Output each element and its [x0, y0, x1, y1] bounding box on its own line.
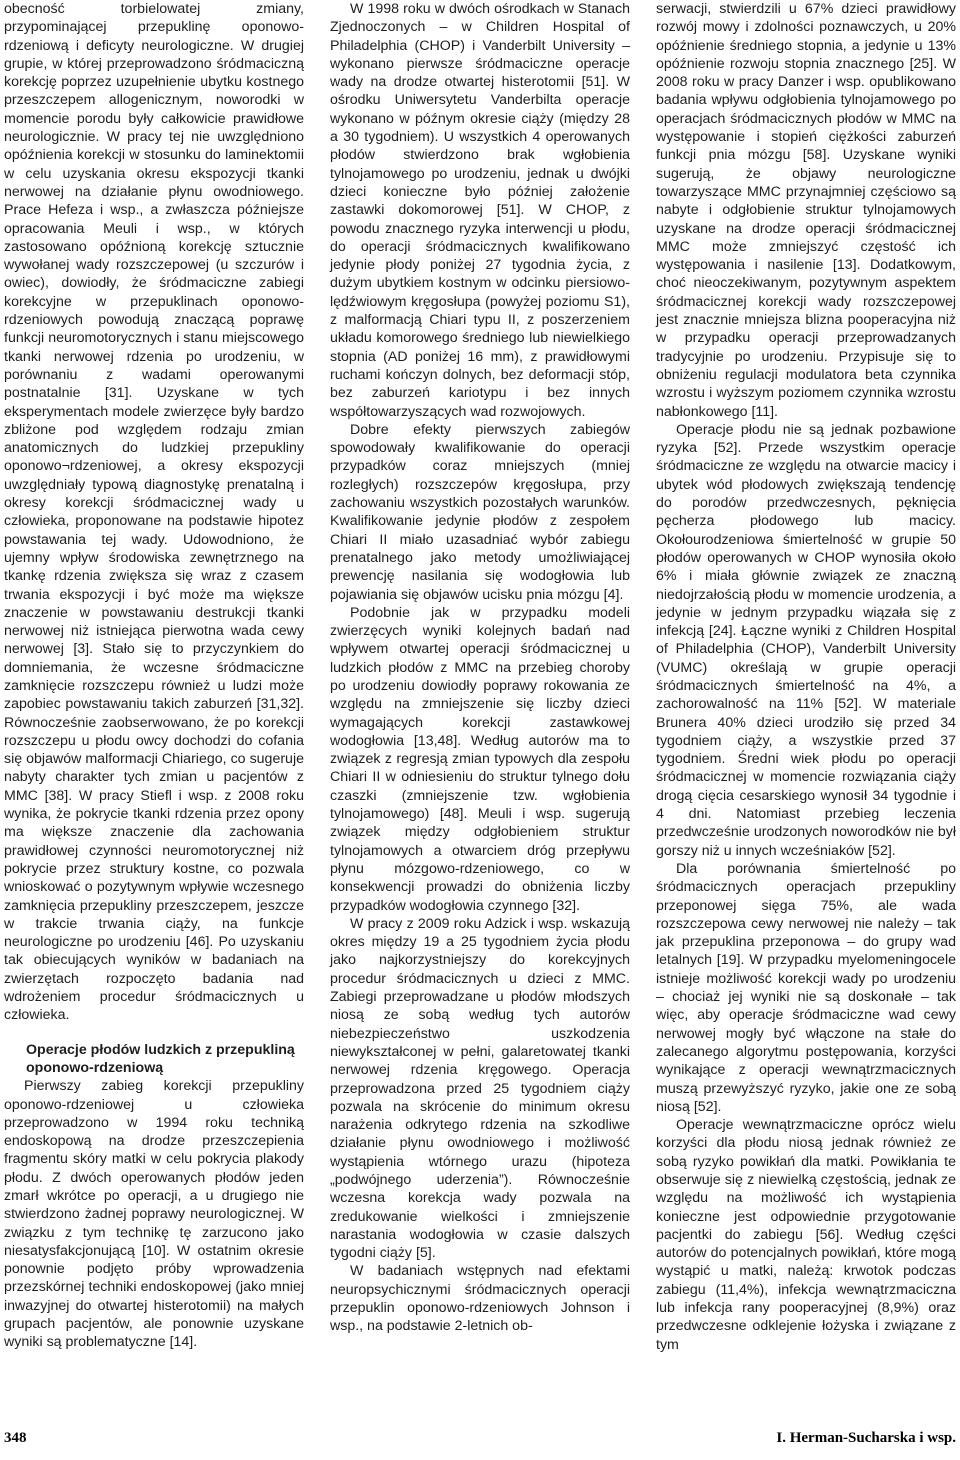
paragraph: W badaniach wstępnych nad efektami neuropsychicznymi śródmacicznych operacji przepuklin oponowo-rdzeniowych Johnson i wsp., na podstawie 2-letnich ob-: [330, 1263, 630, 1335]
paragraph: serwacji, stwierdzili u 67% dzieci prawidłowy rozwój mowy i zdolności poznawczych, u 20% opóźnienie średniego stopnia, a jedynie u 13% opóźnienie rozwoju stopnia znacznego [25]. W 2008 roku w pracy Danzer i wsp. opublikowano badania wpływu odgłobienia tylnojamowego po operacjach śródmacicznych płodów w MMC na występowanie i stopień ciężkości zaburzeń funkcji pnia mózgu [58]. Uzyskane wyniki sugerują, że objawy neurologiczne towarzyszące MMC przynajmniej częściowo są nabyte i odgłobienie struktur tylnojamowych uzyskane na drodze operacji śródmacicznej MMC może zmniejszyć częstość ich występowania i nasilenie [13]. Dodatkowym, choć nieoczekiwanym, pozytywnym aspektem śródmacicznej korekcji wady rozszczepowej jest znacznie mniejsza blizna pooperacyjna niż w przypadku operacji przeprowadzanych tradycyjnie po urodzeniu. Przypisuje się to obniżeniu regulacji modulatora beta czynnika wzrostu i wyższym poziomem czynnika wzrostu nabłonkowego [11].: [656, 1, 956, 420]
page-number: 348: [4, 1430, 27, 1446]
paragraph: W pracy z 2009 roku Adzick i wsp. wskazują okres między 19 a 25 tygodniem życia płodu jako najkorzystniejszy do korekcyjnych procedur śródmacicznych u dzieci z MMC. Zabiegi przeprowadzane u płodów młodszych niosą ze sobą według tych autorów niebezpieczeństwo uszkodzenia niewykształconej w pełni, galaretowatej tkanki nerwowej rdzenia kręgowego. Operacja przeprowadzona przed 25 tygodniem ciąży pozwala na skrócenie do minimum okresu narażenia odkrytego rdzenia na szkodliwe działanie płynu owodniowego i możliwość wystąpienia wtórnego urazu (hipoteza „podwójnego uderzenia”). Równocześnie wczesna korekcja wady pozwala na zredukowanie wielkości i zmniejszenie narastania wodogłowia w czasie dalszych tygodni ciąży [5].: [330, 915, 630, 1262]
section-heading: Operacje płodów ludzkich z przepukliną oponowo-rdzeniową: [26, 1041, 295, 1076]
paragraph: Pierwszy zabieg korekcji przepukliny oponowo-rdzeniowej u człowieka przeprowadzono w 1994 roku techniką endoskopową na drodze przeszczepienia fragmentu skóry matki w celu pokrycia plakody płodu. Z dwóch operowanych płodów jeden zmarł wkrótce po operacji, a u drugiego nie stwierdzono żadnej poprawy neurologicznej. W związku z tym technikę tę zarzucono jako niesatysfakcjonującą [10]. W ostatnim okresie ponownie podjęto próby wprowadzenia przezskórnej techniki endoskopowej (jako mniej inwazyjnej do otwartej histerotomii) na małych grupach pacjentów, ale ponownie uzyskane wyniki są problematyczne [14].: [4, 1078, 304, 1351]
paragraph: Operacje wewnątrzmaciczne oprócz wielu korzyści dla płodu niosą jednak również ze sobą ryzyko powikłań dla matki. Powikłania te obserwuje się z niewielką częstością, jednak ze względu na możliwość ich wystąpienia konieczne jest odpowiednie przygotowanie pacjentki do zabiegu [56]. Według części autorów do potencjalnych powikłań, które mogą wystąpić u matki, należą: krwotok podczas zabiegu (11,4%), infekcja wewnątrzmaciczna lub infekcja rany pooperacyjnej (8,9%) oraz przedwczesne odklejenie łożyska i związane z tym: [656, 1117, 956, 1353]
paragraph: obecność torbielowatej zmiany, przypominającej przepuklinę oponowo-rdzeniową i deficyty neurologiczne. W drugiej grupie, w której przeprowadzono śródmaciczną korekcję poprzez uzupełnienie ubytku kostnego przeszczepem allogenicznym, noworodki w momencie porodu były całkowicie prawidłowe neurologicznie. W pracy tej nie uwzględniono opóźnienia korekcji w stosunku do laminektomii w celu uzyskania okresu ekspozycji tkanki nerwowej na działanie płynu owodniowego. Prace Hefeza i wsp., a zwłaszcza późniejsze opracowania Meuli i wsp., w których zastosowano opóźnioną korekcję sztucznie wywołanej wady rozszczepowej (u szczurów i owiec), dowiodły, że śródmaciczne zabiegi korekcyjne w przepuklinach oponowo-rdzeniowych powodują znaczącą poprawę funkcji neuromotorycznych i stanu miejscowego tkanki nerwowej rdzenia po urodzeniu, w porównaniu z wadami operowanymi postnatalnie [31]. Uzyskane w tych eksperymentach modele zwierzęce były bardzo zbliżone pod względem rodzaju zmian anatomicznych do ludzkiej przepukliny oponowo¬rdzeniowej, a okresy ekspozycji uwzględniały typową diagnostykę prenatalną i okresy korekcji śródmacicznej wady u człowieka, proponowane na podstawie hipotez powstawania tej wady. Udowodniono, że ujemny wpływ środowiska zewnętrznego na tkankę rdzenia zwiększa się wraz z czasem trwania ekspozycji i być może ma większe znaczenie w powstawaniu destrukcji tkanki nerwowej niż istniejąca pierwotna wada cewy nerwowej [3]. Stało się to przyczynkiem do domniemania, że wczesne śródmaciczne zamknięcie rozszczepu również u ludzi może zapobiec powstawaniu takich zaburzeń [31,32]. Równocześnie zaobserwowano, że po korekcji rozszczepu u płodu owcy dochodzi do cofania się objawów malformacji Chiariego, co sugeruje nabyty charakter tych zmian u pacjentów z MMC [38]. W pracy Stiefl i wsp. z 2008 roku wynika, że pokrycie tkanki rdzenia przez opony ma większe znaczenie dla zachowania prawidłowej czynności neuromotorycznej niż pokrycie przez struktury kostne, co pozwala wnioskować o pozytywnym wpływie wczesnego zamknięcia przepukliny przeszczepem, jeszcze w trakcie trwania ciąży, na funkcje neurologiczne po urodzeniu [46]. Po uzyskaniu tak obiecujących wyników w badaniach na zwierzętach rozpoczęto badania nad wdrożeniem procedur śródmacicznych u człowieka.: [4, 1, 304, 1024]
paragraph: Dla porównania śmiertelność po śródmacicznych operacjach przepukliny przeponowej sięga 75%, ale wada rozszczepowa cewy nerwowej nie należy – tak jak przepuklina przeponowa – do grupy wad letalnych [19]. W przypadku myelomeningocele istnieje możliwość korekcji wady po urodzeniu – chociaż jej wyniki nie są doskonałe – tak więc, aby operacje śródmaciczne wad cewy nerwowej mogły być włączone na stałe do zalecanego algorytmu postępowania, korzyści wynikające z operacji wewnątrzmacicznych muszą przewyższyć ryzyko, jakie one ze sobą niosą [52].: [656, 860, 956, 1115]
paragraph: Operacje płodu nie są jednak pozbawione ryzyka [52]. Przede wszystkim operacje śródmaciczne ze względu na otwarcie macicy i ubytek wód płodowych zwiększają tendencję do porodów przedwczesnych, pęknięcia pęcherza płodowego lub macicy. Okołourodzeniowa śmiertelność w grupie 50 płodów operowanych w CHOP wynosiła około 6% i miała głównie związek ze znaczną niedojrzałością płodu w momencie urodzenia, a jedynie w jednym przypadku wiązała się z infekcją [24]. Łączne wyniki z Children Hospital of Philadelphia (CHOP), Vanderbilt University (VUMC) określają w grupie operacji śródmacicznych śmiertelność na 4%, a zachorowalność na 11% [52]. W materiale Brunera 40% dzieci urodziło się przed 34 tygodniem ciąży, a wszystkie przed 37 tygodniem. Średni wiek płodu po operacji śródmacicznej w momencie rozwiązania ciąży drogą cięcia cesarskiego wynosił 34 tygodnie i 4 dni. Natomiast przebieg leczenia przedwcześnie urodzonych noworodków nie był gorszy niż u innych wcześniaków [52].: [656, 421, 956, 859]
page-footer: [4, 1430, 956, 1454]
paragraph: Dobre efekty pierwszych zabiegów spowodowały kwalifikowanie do operacji przypadków coraz mniejszych (mniej rozległych) rozszczepów kręgosłupa, przy zachowaniu wszystkich pozostałych warunków. Kwalifikowanie jedynie płodów z zespołem Chiari II miało uzasadniać wybór zabiegu prenatalnego jako metody umożliwiającej prewencję nasilania się wodogłowia lub pojawiania się objawów ucisku pnia mózgu [4].: [330, 421, 630, 603]
running-author: I. Herman-Sucharska i wsp.: [776, 1430, 956, 1446]
text-column-left: [4, 0, 304, 1352]
paragraph: W 1998 roku w dwóch ośrodkach w Stanach Zjednoczonych – w Children Hospital of Philadelphia (CHOP) i Vanderbilt University – wykonano pierwsze śródmaciczne operacje wady na drodze otwartej histerotomii [51]. W ośrodku Uniwersytetu Vanderbilta operacje wykonano w późnym okresie ciąży (między 28 a 30 tygodniem). U wszystkich 4 operowanych płodów stwierdzono brak wgłobienia tylnojamowego po urodzeniu, jednak u dwójki dzieci konieczne było później założenie zastawki dokomorowej [51]. W CHOP, z powodu znacznego ryzyka interwencji u płodu, do operacji śródmacicznych kwalifikowano jedynie płody poniżej 27 tygodnia życia, z dużym ubytkiem kostnym w odcinku piersiowo-lędźwiowym kręgosłupa (powyżej poziomu S1), z malformacją Chiari typu II, z poszerzeniem układu komorowego średniego lub niewielkiego stopnia (AD poniżej 16 mm), z prawidłowymi ruchami kończyn dolnych, bez deformacji stóp, bez zaburzeń kariotypu i bez innych współtowarzyszących wad rozwojowych.: [330, 1, 630, 420]
text-column-right: [656, 0, 956, 1354]
paragraph: Podobnie jak w przypadku modeli zwierzęcych wyniki kolejnych badań nad wpływem otwartej operacji śródmacicznej u ludzkich płodów z MMC na przebieg choroby po urodzeniu dowiodły poprawy rokowania ze względu na zmniejszenie się liczby dzieci wymagających korekcji zastawkowej wodogłowia [13,48]. Według autorów ma to związek z regresją zmian typowych dla zespołu Chiari II w odniesieniu do struktur tylnego dołu czaszki (zmniejszenie tzw. wgłobienia tylnojamowego) [48]. Meuli i wsp. sugerują związek między odgłobieniem struktur tylnojamowych a otwarciem dróg przepływu płynu mózgowo-rdzeniowego, co w konsekwencji prowadzi do obniżenia liczby przypadków wodogłowia czynnego [32].: [330, 604, 630, 914]
text-column-middle: [330, 0, 630, 1336]
